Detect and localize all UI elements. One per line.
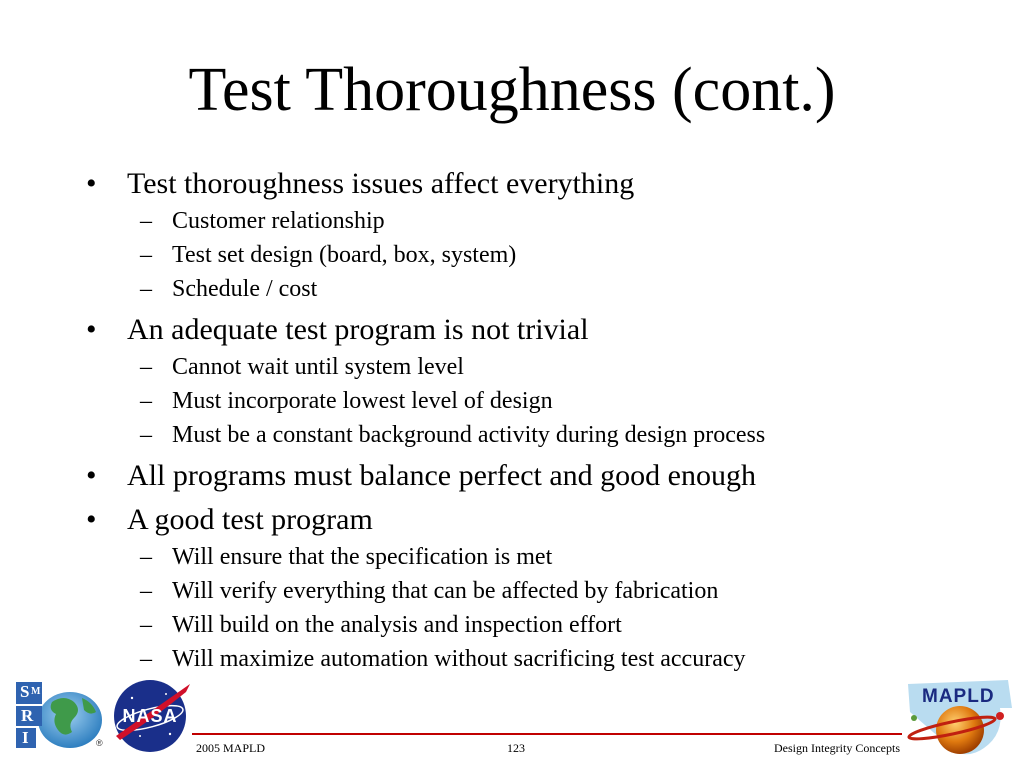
footer-left: 2005 MAPLD (196, 741, 266, 755)
bullet-4 (0, 500, 1024, 540)
mapld-logo (900, 678, 1016, 762)
footer-divider (192, 733, 902, 735)
bullet-3-text: All programs must balance perfect and good enough (127, 459, 756, 492)
smri-letter: M (31, 686, 41, 697)
page-number: 123 (507, 741, 525, 755)
mapld-logo-text: MAPLD (922, 686, 995, 707)
bullet-4-subs (0, 540, 1024, 676)
sub-bullet: – Test set design (board, box, system) (0, 238, 1024, 272)
nasa-logo (110, 678, 192, 754)
sub-bullet: – Must be a constant background activity during design process (0, 418, 1024, 452)
slide-title: Test Thoroughness (cont.) (188, 56, 836, 124)
sub-bullet: – Cannot wait until system level (0, 350, 1024, 384)
smri-letter: R (21, 706, 34, 725)
registered-mark: ® (96, 738, 103, 748)
bullet-1-subs (0, 204, 1024, 306)
bullet-4-text: A good test program (127, 503, 373, 536)
sub-bullet: – Schedule / cost (0, 272, 1024, 306)
smri-letter: I (22, 728, 29, 747)
smri-letter: S (20, 682, 30, 701)
sub-bullet: – Will verify everything that can be affected by fabrication (0, 574, 1024, 608)
sub-bullet: – Customer relationship (0, 204, 1024, 238)
smri-logo (12, 680, 104, 750)
sub-bullet: – Will ensure that the specification is met (0, 540, 1024, 574)
bullet-1-text: Test thoroughness issues affect everything (127, 167, 635, 200)
sub-bullet: – Will maximize automation without sacrificing test accuracy (0, 642, 1024, 676)
bullet-2 (0, 310, 1024, 350)
bullet-2-text: An adequate test program is not trivial (127, 313, 589, 346)
nasa-logo-text: NASA (122, 706, 178, 726)
sub-bullet: – Will build on the analysis and inspection effort (0, 608, 1024, 642)
bullet-3 (0, 456, 1024, 496)
bullet-1 (0, 164, 1024, 204)
bullet-list (0, 160, 1024, 678)
sub-bullet: – Must incorporate lowest level of design (0, 384, 1024, 418)
bullet-2-subs (0, 350, 1024, 452)
footer-right: Design Integrity Concepts (774, 741, 900, 755)
